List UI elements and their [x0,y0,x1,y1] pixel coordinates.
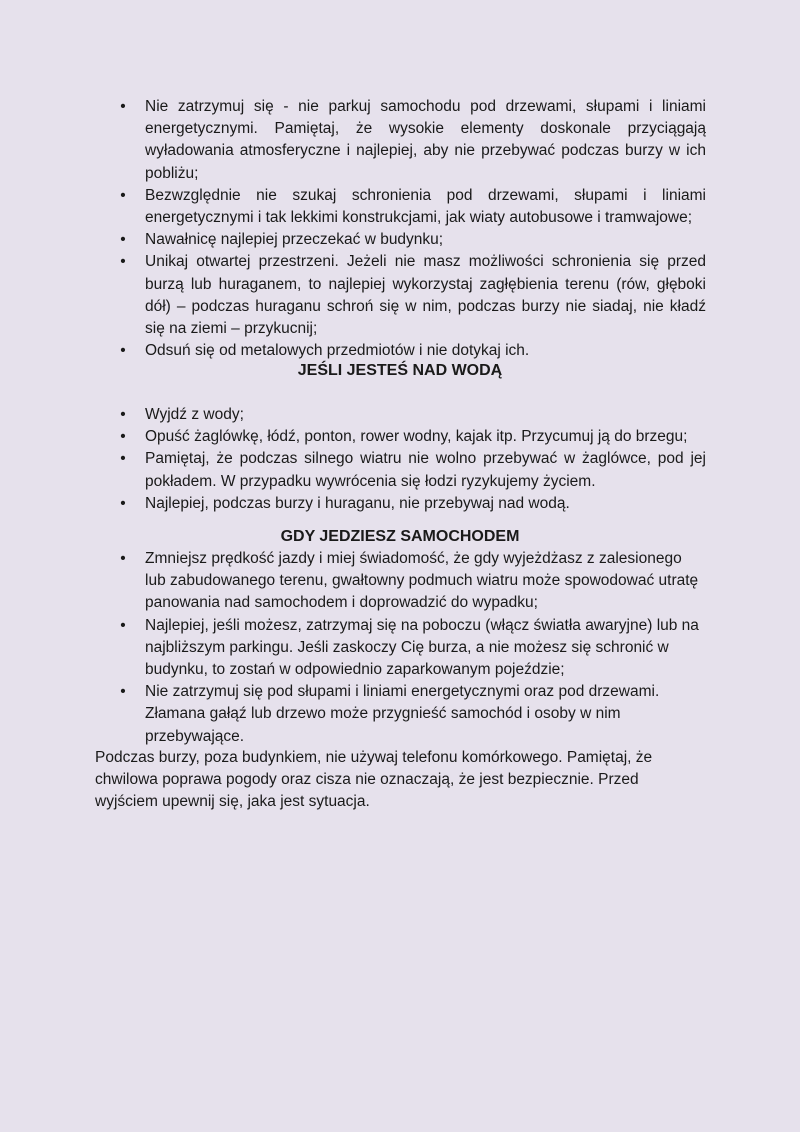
bullet-icon: • [120,342,126,360]
list-item-text: Zmniejsz prędkość jazdy i miej świadomość, że gdy wyjeżdżasz z zalesionego lub zabudowanego terenu, gwałtowny podmuch wiatru może spowodować utratę panowania nad samochodem i doprowadzić do wypadku; [145,550,699,612]
list-item-text: Najlepiej, jeśli możesz, zatrzymaj się na poboczu (włącz światła awaryjne) lub na najbliższym parkingu. Jeśli zaskoczy Cię burza, a nie możesz się schronić w budynku, to zostań w odpowiednio zaparkowanym pojeździe; [145,616,699,679]
list-item [118,229,706,251]
list-item-text: Opuść żaglówkę, łódź, ponton, rower wodny, kajak itp. Przycumuj ją do brzegu; [145,428,688,446]
list-item [118,404,706,426]
list-item-text: Bezwzględnie nie szukaj schronienia pod drzewami, słupami i liniami energetycznymi i tak lekkimi konstrukcjami, jak wiaty autobusowe i tramwajowe; [145,186,706,227]
list-item [118,493,706,515]
list-item-text: Wyjdź z wody; [145,406,244,423]
list-item-text: Pamiętaj, że podczas silnego wiatru nie wolno przebywać w żaglówce, pod jej pokładem. W przypadku wywrócenia się łodzi ryzykujemy życiem. [145,450,706,490]
car-section-heading: GDY JEDZIESZ SAMOCHODEM [280,528,520,545]
bullet-icon: • [120,494,126,512]
water-section-heading: JEŚLI JESTEŚ NAD WODĄ [297,362,503,379]
bullet-icon: • [120,550,126,567]
list-item [118,615,706,682]
bullet-icon: • [120,450,126,468]
list-item-text: Nawałnicę najlepiej przeczekać w budynku; [145,231,444,249]
list-item [118,448,706,492]
list-item [118,251,706,340]
list-item [118,185,706,229]
car-list [118,548,706,748]
bullet-icon: • [120,428,126,446]
list-item [118,681,706,748]
list-item-text: Najlepiej, podczas burzy i huraganu, nie przebywaj nad wodą. [145,494,570,512]
bullet-icon: • [120,683,126,701]
bullet-icon: • [120,253,126,271]
bullet-icon: • [120,186,126,204]
storm-general-list [118,96,706,362]
bullet-icon: • [120,231,126,249]
water-list [118,404,706,515]
list-item [118,426,706,448]
list-item [118,548,706,615]
list-item-text: Unikaj otwartej przestrzeni. Jeżeli nie masz możliwości schronienia się przed burzą lub huraganem, to najlepiej wykorzystaj zagłębienia terenu (rów, głęboki dół) – podczas huraganu schroń się w nim, podczas burzy nie siadaj, nie kładź się na ziemi – przykucnij; [145,253,706,338]
closing-paragraph: Podczas burzy, poza budynkiem, nie używaj telefonu komórkowego. Pamiętaj, że chwilowa poprawa pogody oraz cisza nie oznaczają, że jest bezpiecznie. Przed wyjściem upewnij się, jaka jest sytuacja. [95,749,653,811]
bullet-icon: • [120,616,126,634]
bullet-icon: • [120,98,126,115]
bullet-icon: • [120,406,126,423]
list-item [118,96,706,185]
list-item-text: Nie zatrzymuj się pod słupami i liniami energetycznymi oraz pod drzewami. Złamana gałąź lub drzewo może przygnieść samochód i osoby w nim przebywające. [145,683,660,745]
list-item-text: Nie zatrzymuj się - nie parkuj samochodu pod drzewami, słupami i liniami energetycznymi. Pamiętaj, że wysokie elementy doskonale przyciągają wyładowania atmosferyczne i najlepiej, aby nie przebywać podczas burzy w ich pobliżu; [145,98,706,182]
list-item-text: Odsuń się od metalowych przedmiotów i nie dotykaj ich. [145,342,530,360]
